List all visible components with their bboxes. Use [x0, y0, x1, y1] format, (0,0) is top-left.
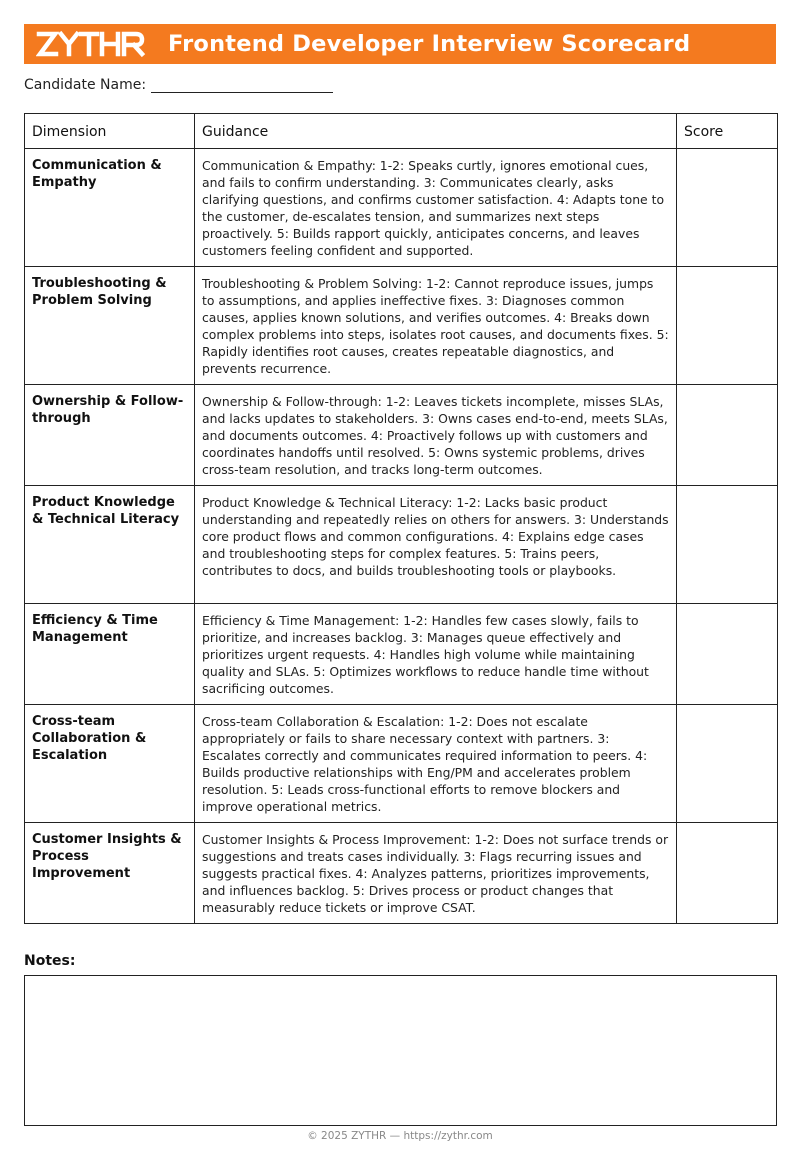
- candidate-name-row: [24, 77, 333, 93]
- guidance-cell: Product Knowledge & Technical Literacy: 1-2: Lacks basic product understanding and repeatedly relies on others for answers. 3: Understands core product flows and common configurations. 4: Explains edge cases and troubleshooting steps for complex features. 5: Trains peers, contributes to docs, and builds troubleshooting tools or playbooks.: [195, 486, 677, 604]
- guidance-cell: Customer Insights & Process Improvement: 1-2: Does not surface trends or suggestions and treats cases individually. 3: Flags recurring issues and suggests practical fixes. 4: Analyzes patterns, prioritizes improvements, and influences backlog. 5: Drives process or product changes that measurably reduce tickets or improve CSAT.: [195, 823, 677, 924]
- guidance-cell: Troubleshooting & Problem Solving: 1-2: Cannot reproduce issues, jumps to assumptions, and applies ineffective fixes. 3: Diagnoses common causes, applies known solutions, and verifies outcomes. 4: Breaks down complex problems into steps, isolates root causes, and documents fixes. 5: Rapidly identifies root causes, creates repeatable diagnostics, and prevents recurrence.: [195, 267, 677, 385]
- notes-label: Notes:: [24, 953, 76, 969]
- table-row: [25, 604, 778, 705]
- table-row: [25, 267, 778, 385]
- score-cell: [677, 604, 778, 705]
- column-header-dimension: Dimension: [25, 114, 195, 149]
- dimension-cell: Ownership & Follow-through: [25, 385, 195, 486]
- score-cell: [677, 705, 778, 823]
- zythr-logo: [36, 30, 148, 58]
- guidance-cell: Communication & Empathy: 1-2: Speaks curtly, ignores emotional cues, and fails to confirm understanding. 3: Communicates clearly, asks clarifying questions, and confirms customer satisfaction. 4: Adapts tone to the customer, de-escalates tension, and summarizes next steps proactively. 5: Builds rapport quickly, anticipates concerns, and leaves customers feeling confident and supported.: [195, 149, 677, 267]
- table-header-row: [25, 114, 778, 149]
- dimension-cell: Efficiency & Time Management: [25, 604, 195, 705]
- table-row: [25, 149, 778, 267]
- column-header-score: Score: [677, 114, 778, 149]
- guidance-cell: Cross-team Collaboration & Escalation: 1-2: Does not escalate appropriately or fails to share necessary context with partners. 3: Escalates correctly and communicates required information to peers. 4: Builds productive relationships with Eng/PM and accelerates problem resolution. 5: Leads cross-functional efforts to remove blockers and improve operational metrics.: [195, 705, 677, 823]
- candidate-name-line: [151, 77, 333, 93]
- table-row: [25, 705, 778, 823]
- guidance-cell: Efficiency & Time Management: 1-2: Handles few cases slowly, fails to prioritize, and increases backlog. 3: Manages queue effectively and prioritizes urgent requests. 4: Handles high volume while maintaining quality and SLAs. 5: Optimizes workflows to reduce handle time without sacrificing outcomes.: [195, 604, 677, 705]
- dimension-cell: Customer Insights & Process Improvement: [25, 823, 195, 924]
- page-title: Frontend Developer Interview Scorecard: [168, 31, 691, 57]
- score-cell: [677, 149, 778, 267]
- scorecard-table: [24, 113, 778, 924]
- dimension-cell: Communication & Empathy: [25, 149, 195, 267]
- score-cell: [677, 486, 778, 604]
- table-row: [25, 823, 778, 924]
- candidate-name-label: Candidate Name:: [24, 77, 147, 93]
- notes-box[interactable]: [24, 975, 777, 1126]
- table-row: [25, 385, 778, 486]
- score-cell: [677, 267, 778, 385]
- footer-copyright: © 2025 ZYTHR — https://zythr.com: [307, 1130, 493, 1142]
- dimension-cell: Cross-team Collaboration & Escalation: [25, 705, 195, 823]
- dimension-cell: Product Knowledge & Technical Literacy: [25, 486, 195, 604]
- header-bar: [24, 24, 776, 64]
- table-row: [25, 486, 778, 604]
- column-header-guidance: Guidance: [195, 114, 677, 149]
- score-cell: [677, 385, 778, 486]
- dimension-cell: Troubleshooting & Problem Solving: [25, 267, 195, 385]
- guidance-cell: Ownership & Follow-through: 1-2: Leaves tickets incomplete, misses SLAs, and lacks updates to stakeholders. 3: Owns cases end-to-end, meets SLAs, and documents outcomes. 4: Proactively follows up with customers and coordinates handoffs until resolved. 5: Owns systemic problems, drives cross-team resolution, and tracks long-term outcomes.: [195, 385, 677, 486]
- score-cell: [677, 823, 778, 924]
